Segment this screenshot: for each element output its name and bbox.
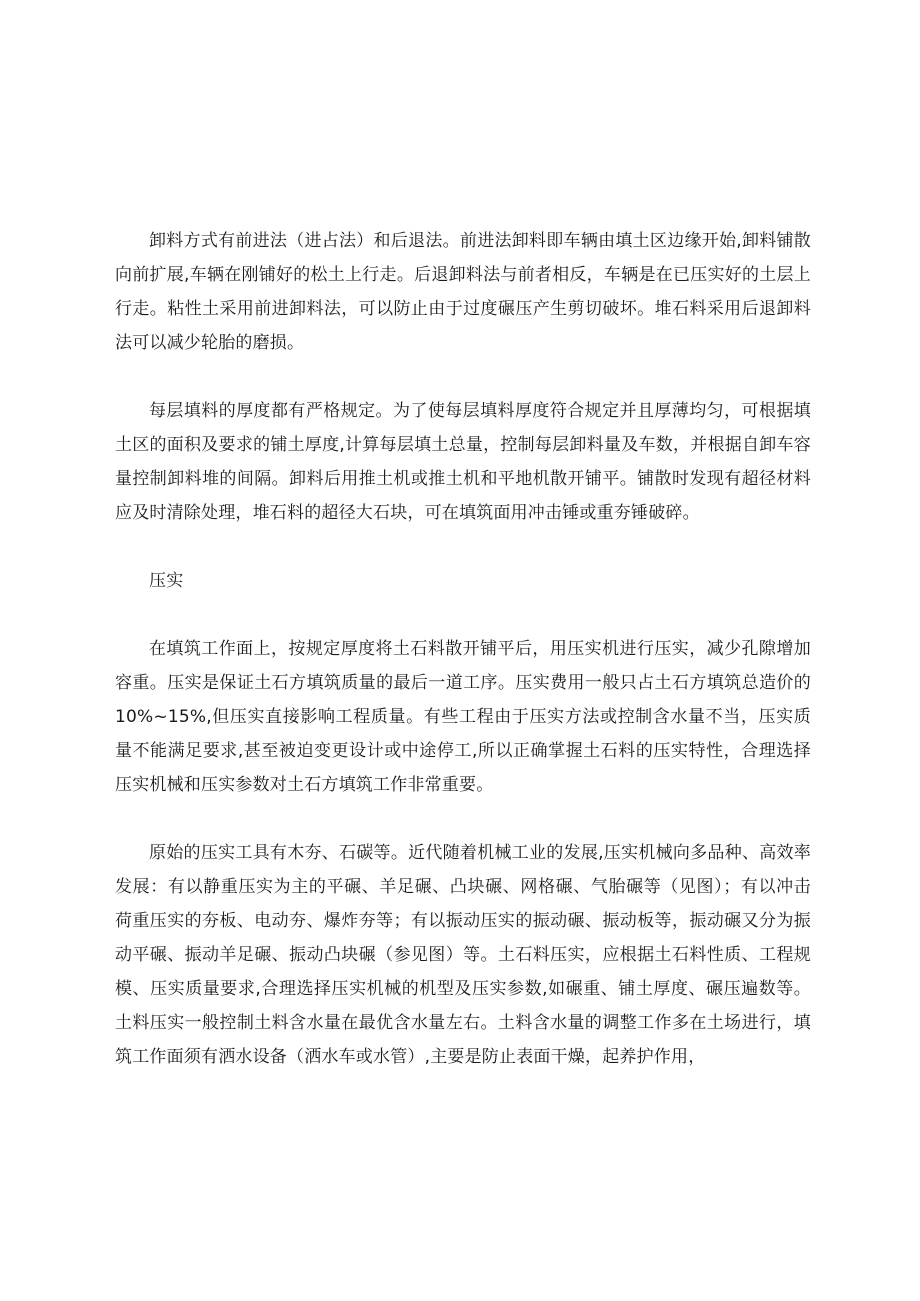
document-body bbox=[115, 224, 811, 1108]
paragraph-unloading-method: 卸料方式有前进法（进占法）和后退法。前进法卸料即车辆由填土区边缘开始,卸料铺散向前扩展,车辆在刚铺好的松土上行走。后退卸料法与前者相反，车辆是在已压实好的土层上行走。粘性土采用前进卸料法，可以防止由于过度碾压产生剪切破坏。堆石料采用后退卸料法可以减少轮胎的磨损。 bbox=[115, 231, 811, 353]
paragraph-compaction-tools: 原始的压实工具有木夯、石碳等。近代随着机械工业的发展,压实机械向多品种、高效率发展：有以静重压实为主的平碾、羊足碾、凸块碾、网格碾、气胎碾等（见图）；有以冲击荷重压实的夯板、电动夯、爆炸夯等；有以振动压实的振动碾、振动板等，振动碾又分为振动平碾、振动羊足碾、振动凸块碾（参见图）等。土石料压实，应根据土石料性质、工程规模、压实质量要求,合理选择压实机械的机型及压实参数,如碾重、铺土厚度、碾压遍数等。土料压实一般控制土料含水量在最优含水量左右。土料含水量的调整工作多在土场进行，填筑工作面须有洒水设备（洒水车或水管）,主要是防止表面干燥，起养护作用， bbox=[115, 843, 811, 1067]
section-heading-compaction: 压实 bbox=[149, 571, 184, 591]
paragraph-compaction-intro: 在填筑工作面上，按规定厚度将土石料散开铺平后，用压实机进行压实，减少孔隙增加容重。压实是保证土石方填筑质量的最后一道工序。压实费用一般只占土石方填筑总造价的10%~15%,但压实直接影响工程质量。有些工程由于压实方法或控制含水量不当，压实质量不能满足要求,甚至被迫变更设计或中途停工,所以正确掌握土石料的压实特性，合理选择压实机械和压实参数对土石方填筑工作非常重要。 bbox=[115, 639, 811, 795]
paragraph-layer-thickness: 每层填料的厚度都有严格规定。为了使每层填料厚度符合规定并且厚薄均匀，可根据填土区的面积及要求的铺土厚度,计算每层填土总量，控制每层卸料量及车数，并根据自卸车容量控制卸料堆的间隔。卸料后用推土机或推土机和平地机散开铺平。铺散时发现有超径材料应及时清除处理，堆石料的超径大石块，可在填筑面用冲击锤或重夯锤破碎。 bbox=[115, 401, 811, 523]
